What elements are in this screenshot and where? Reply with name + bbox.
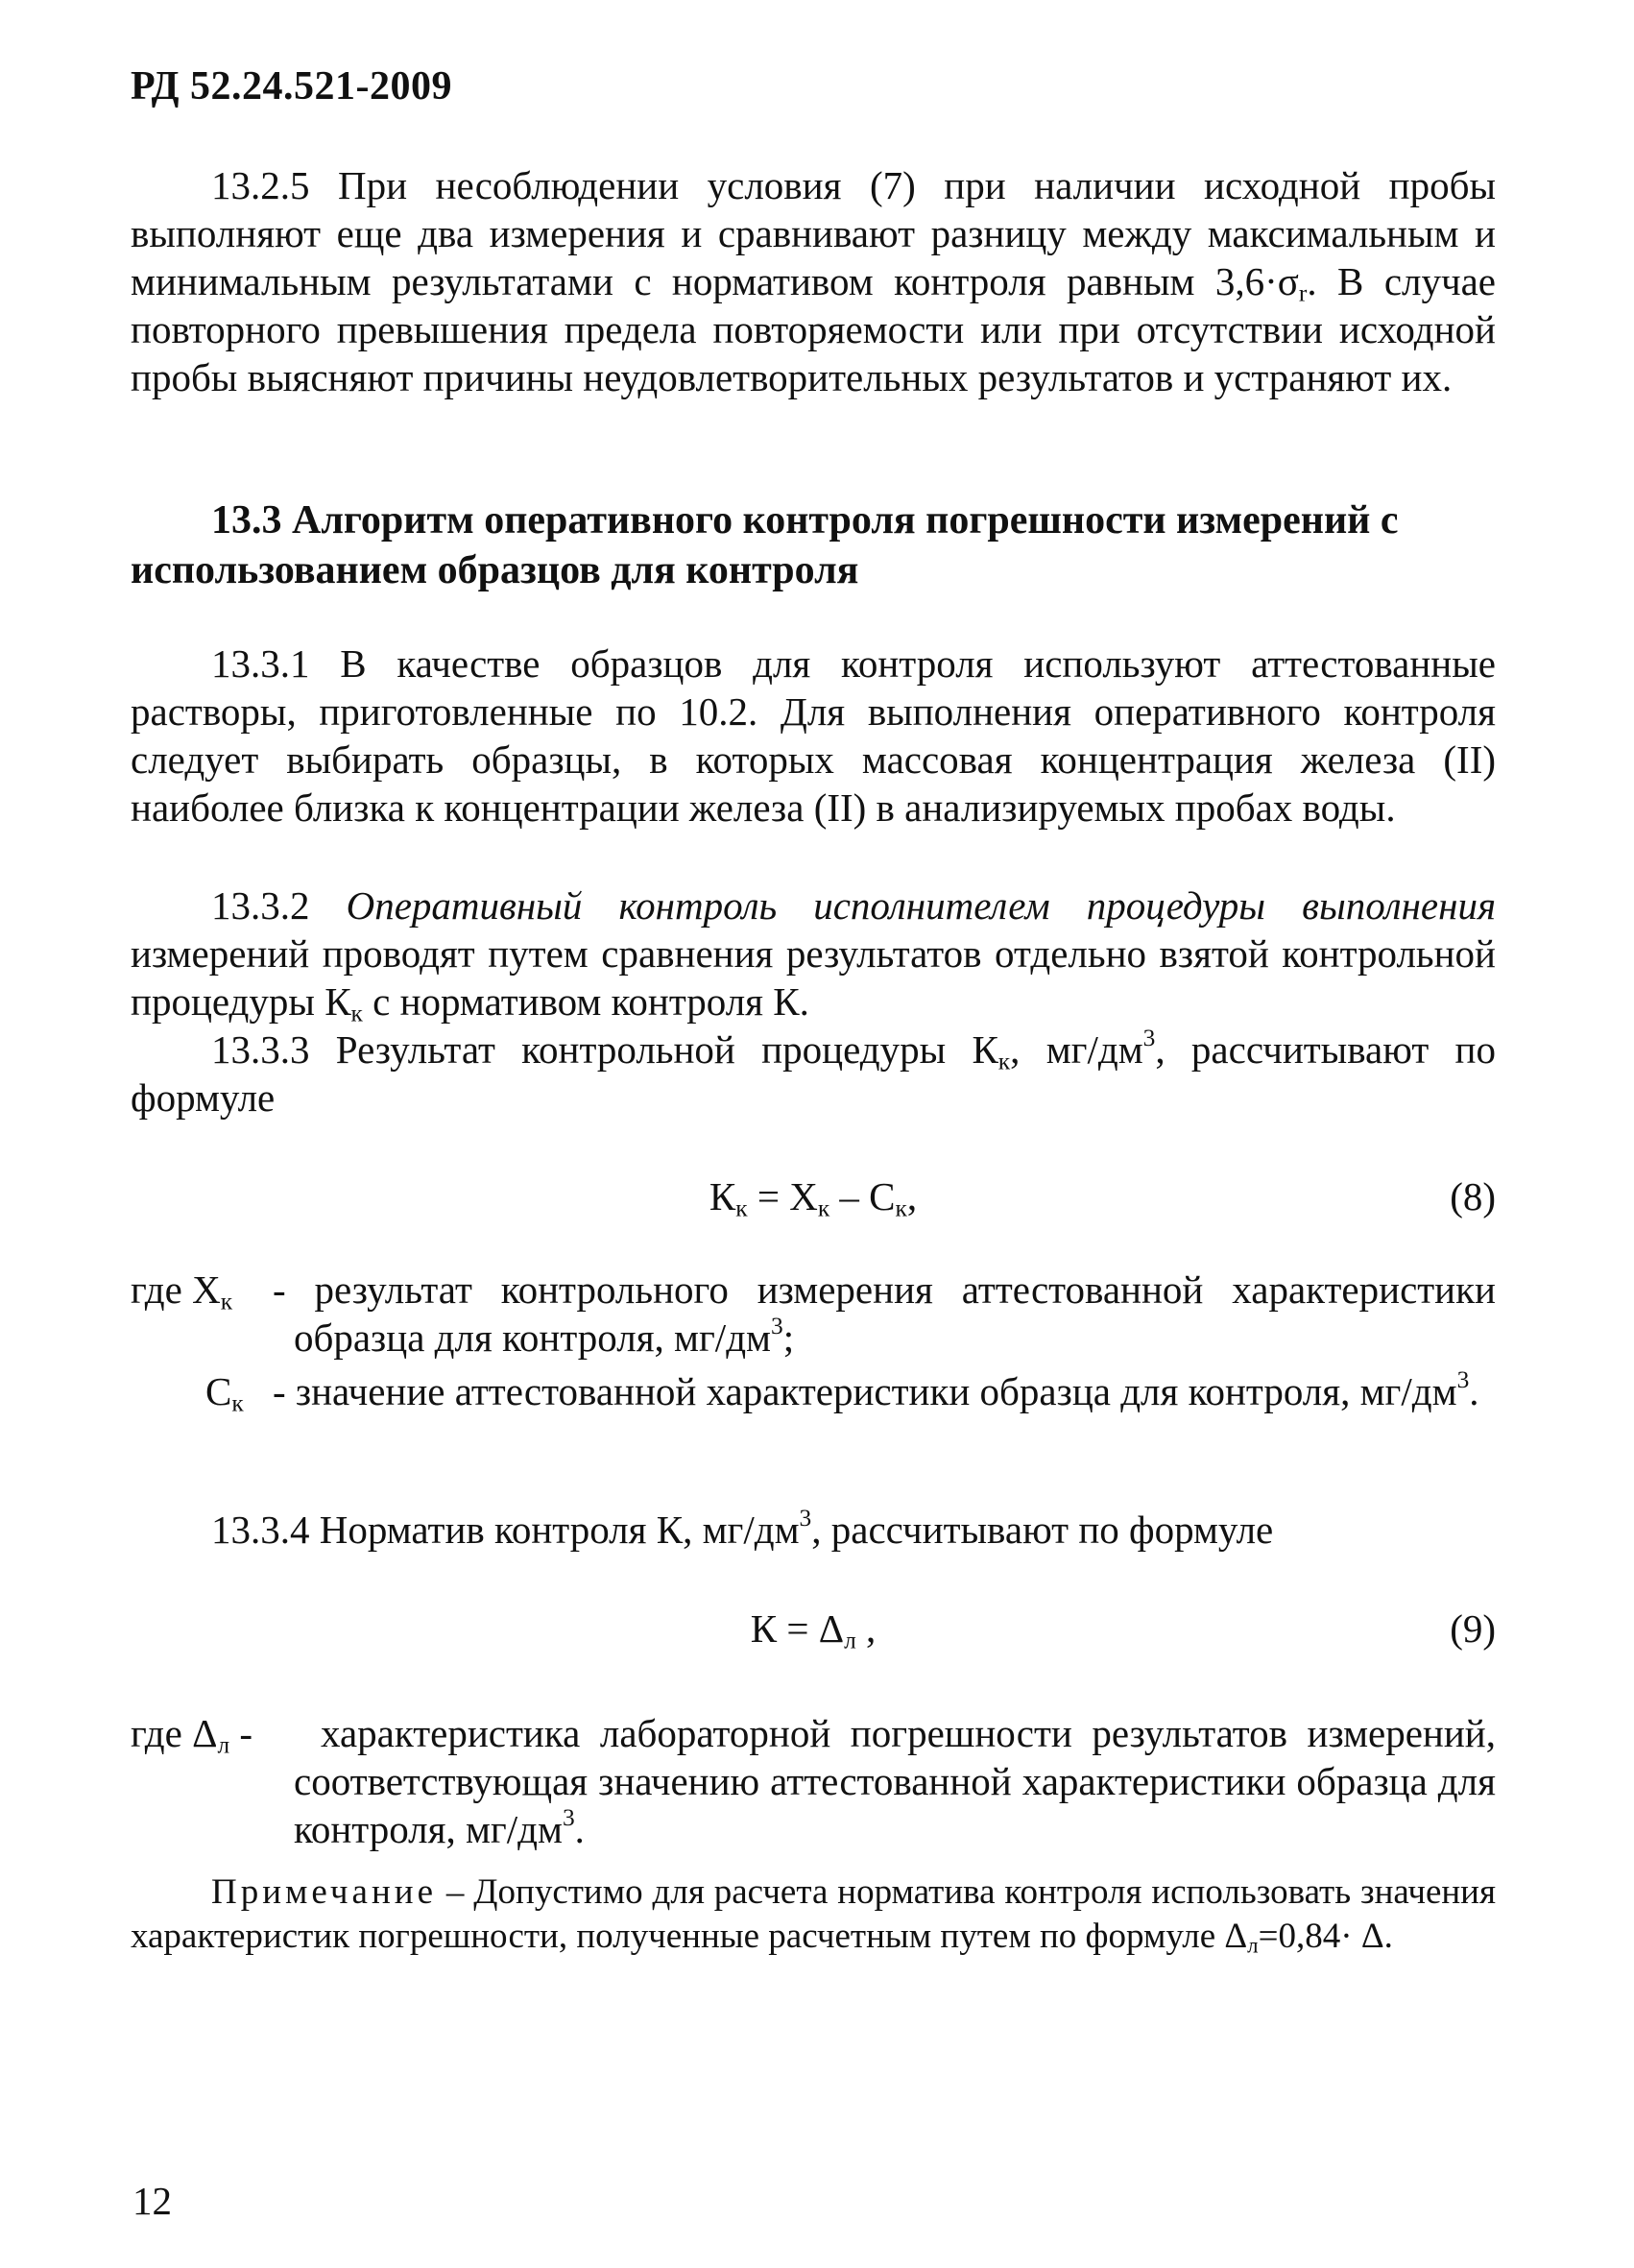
section-heading-13-3: 13.3 Алгоритм оперативного контроля погрешности измерений с использованием образцов для контроля (131, 498, 1399, 592)
formula-8-c: – С (829, 1174, 896, 1218)
where-block-9 (131, 1709, 1496, 1872)
k-subscript: к (350, 1000, 363, 1027)
where-8-c-term (205, 1367, 244, 1415)
formula-9-sub: л (844, 1627, 856, 1654)
paragraph-13-3-4-start: 13.3.4 Норматив контроля К, мг/дм (211, 1508, 800, 1552)
paragraph-13-3-3-mid: , мг/дм (1010, 1027, 1143, 1072)
formula-9 (131, 1605, 1496, 1659)
where-8-c-tail: . (1469, 1369, 1479, 1413)
where-8-x-sub: к (220, 1288, 233, 1315)
where-9-sup: 3 (562, 1804, 575, 1832)
paragraph-13-3-1: 13.3.1 В качестве образцов для контроля используют аттестованные растворы, приготовленные по 10.2. Для выполнения оперативного контроля следует выбирать образцы, в которых массовая концентрация железа (II) наиболее близка к концентрации железа (II) в анализируемых пробах воды. (131, 641, 1496, 830)
where-8-x-tail: ; (782, 1315, 795, 1360)
where-9-sub: л (217, 1731, 230, 1759)
where-8-c-description (273, 1367, 1496, 1415)
paragraph-13-3-4 (131, 1506, 1496, 1554)
formula-8 (131, 1173, 1496, 1227)
paragraph-13-3-2 (131, 881, 1496, 1025)
formula-8-x: = Х (747, 1174, 818, 1218)
paragraph-13-3-3 (131, 1025, 1496, 1122)
formula-8-c-sub: к (895, 1194, 907, 1222)
paragraph-13-3-2-rest: измерений проводят путем сравнения результатов отдельно взятой контрольной процедуры К (131, 931, 1496, 1024)
paragraph-13-3-2-italic: Оперативный контроль исполнителем процедуры выполнения (346, 883, 1497, 928)
paragraph-13-3-2-number: 13.3.2 (211, 883, 310, 928)
page-number: 12 (132, 2179, 172, 2223)
formula-8-k-sub: к (735, 1194, 748, 1222)
note-label: Примечание (211, 1872, 437, 1912)
paragraph-13-2-5-text: 13.2.5 При несоблюдении условия (7) при наличии исходной пробы выполняют еще два измерения и сравнивают разницу между максимальным и минимальным результатами с нормативом контроля равным 3,6·σ (131, 163, 1496, 303)
where-8-c-symbol: С (205, 1369, 232, 1413)
paragraph-13-3-4-end: , рассчитывают по формуле (811, 1508, 1274, 1552)
where-9-term (131, 1709, 252, 1757)
where-8-x-description (273, 1266, 1496, 1362)
where-block-8 (131, 1266, 1496, 1477)
paragraph-13-2-5-end: . В случае повторного превышения предела повторяемости или при отсутствии исходной пробы выясняют причины неудовлетворительных результатов и устраняют их. (131, 259, 1496, 399)
formula-8-x-sub: к (817, 1194, 830, 1222)
note-text: – Допустимо для расчета норматива контроля использовать значения характеристик погрешности, полученные расчетным путем по формуле Δ (131, 1872, 1496, 1956)
formula-8-number: (8) (1450, 1174, 1496, 1218)
where-9-description (294, 1709, 1496, 1853)
where-8-x-desc-text: - результат контрольного измерения аттестованной характеристики образца для контроля, мг/дм (273, 1267, 1496, 1360)
where-8-x-term (131, 1266, 232, 1314)
paragraph-13-3-3-end: , рассчитывают по формуле (131, 1027, 1497, 1120)
paragraph-13-3-3-start: 13.3.3 Результат контрольной процедуры К (211, 1027, 998, 1072)
sigma-subscript: r (1298, 279, 1308, 307)
formula-9-lhs: К = Δ (750, 1606, 845, 1651)
note (131, 1870, 1496, 1959)
where-9-desc-text: характеристика лабораторной погрешности результатов измерений, соответствующая значению аттестованной характеристики образца для контроля, мг/дм (294, 1711, 1496, 1851)
where-8-c-sub: к (231, 1389, 244, 1417)
where-9-dash: - (229, 1711, 253, 1755)
where-9-prefix: где Δ (131, 1711, 218, 1755)
paragraph-13-2-5 (131, 161, 1496, 401)
formula-9-number: (9) (1450, 1606, 1496, 1651)
where-8-c-sup: 3 (1456, 1366, 1470, 1394)
formula-9-expression (131, 1605, 1496, 1652)
where-8-x-symbol: Х (192, 1267, 221, 1312)
formula-8-tail: , (906, 1174, 918, 1218)
cube-superscript: 3 (1142, 1025, 1156, 1052)
where-8-prefix: где (131, 1267, 182, 1312)
where-8-c-desc-text: - значение аттестованной характеристики образца для контроля, мг/дм (273, 1369, 1457, 1413)
cube-superscript: 3 (799, 1505, 812, 1532)
where-9-tail: . (574, 1807, 585, 1851)
k-subscript: к (997, 1048, 1011, 1075)
note-end: =0,84· Δ. (1258, 1917, 1393, 1956)
formula-8-k: К (709, 1174, 736, 1218)
document-header: РД 52.24.521-2009 (131, 64, 453, 109)
formula-9-tail: , (855, 1606, 877, 1651)
formula-8-expression (131, 1173, 1496, 1222)
paragraph-13-3-2-end: с нормативом контроля К. (372, 979, 809, 1024)
note-sub: л (1247, 1933, 1259, 1958)
where-8-x-sup: 3 (771, 1313, 783, 1340)
